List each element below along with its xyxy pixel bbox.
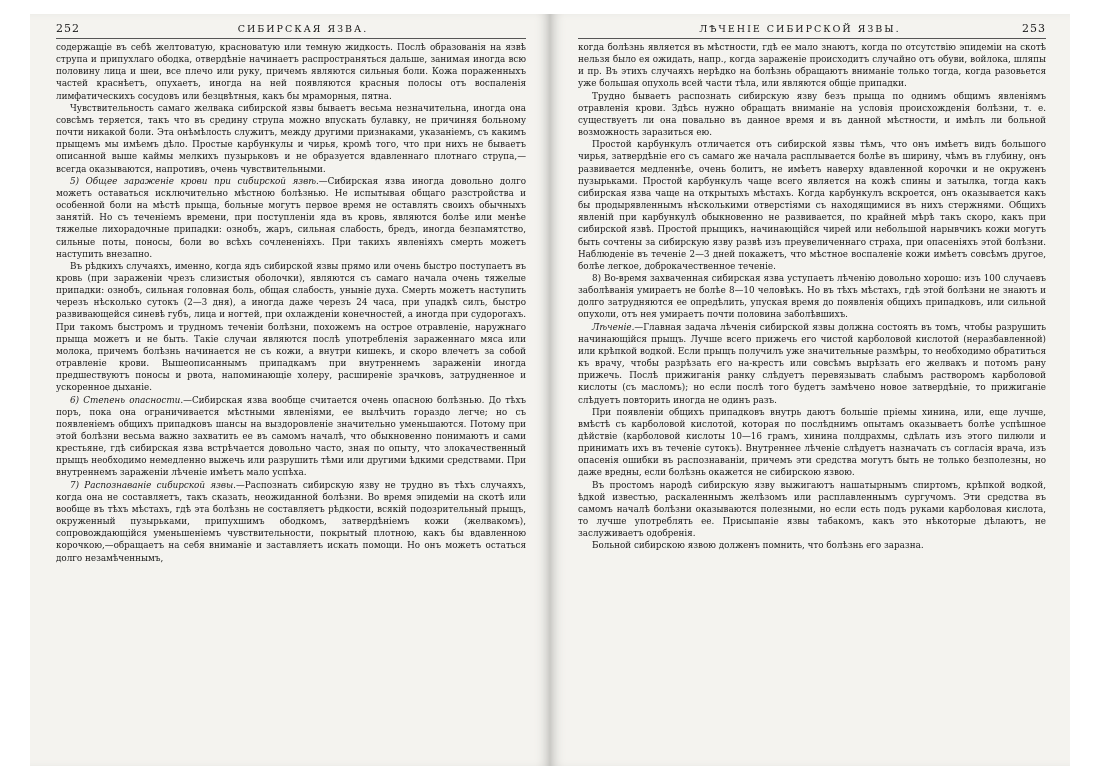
section-heading: 5) Общее зараженіе крови при сибирской язвѣ. — [70, 176, 319, 187]
paragraph — [56, 42, 526, 103]
paragraph — [578, 273, 1046, 322]
paragraph-text: когда болѣзнь является въ мѣстности, гдѣ ее мало знаютъ, когда по отсутствію эпидеміи на скотѣ нельзя было ея ожидать, напр., когда зараженіе происходитъ случайно отъ обуви, войлока, шляпы и пр. Въ этихъ случаяхъ нерѣдко на болѣзнь обращаютъ вниманіе только тогда, когда разовьется уже большая опухоль всей части тѣла, или являются общіе припадки. — [578, 43, 1046, 90]
paragraph — [578, 322, 1046, 407]
paragraph-text: —Сибирская язва иногда довольно долго можетъ оставаться исключительно мѣстною болѣзнью. Не испытывая общаго разстройства и особенной боли на мѣстѣ прыща, больные могутъ первое время не оставлять своихъ обычныхъ занятій. Но съ теченіемъ времени, при поступленіи яда въ кровь, являются болѣе или менѣе тяжелые лихорадочные припадки: ознобъ, жаръ, сильная слабость, бредъ, иногда безпамятство, сильные поты, поносы, боли во всѣхъ сочлененіяхъ. При такихъ явленіяхъ смерть можетъ наступить внезапно. — [56, 176, 526, 260]
paragraph — [578, 407, 1046, 480]
paragraph — [56, 261, 526, 395]
paragraph — [578, 42, 1046, 91]
page-number: 252 — [56, 22, 80, 35]
paragraph — [56, 480, 526, 565]
paragraph-text: 8) Во-время захваченная сибирская язва уступаетъ лѣченію довольно хорошо: изъ 100 случаевъ заболѣванія умираетъ не болѣе 8—10 человѣкъ. Но въ тѣхъ мѣстахъ, гдѣ этой болѣзни не знаютъ и долго затрудняются ее опредѣлить, упуская время до появленія общихъ припадковъ, или сильной опухоли, отъ нея умираетъ почти половина заболѣвшихъ. — [578, 273, 1046, 321]
running-title: СИБИРСКАЯ ЯЗВА. — [237, 24, 369, 35]
left-page — [30, 14, 550, 766]
right-page — [550, 14, 1070, 766]
running-title: ЛѢЧЕНІЕ СИБИРСКОЙ ЯЗВЫ. — [699, 24, 901, 35]
paragraph-text: Чувствительность самаго желвака сибирской язвы бываетъ весьма незначительна, иногда она совсѣмъ теряется, такъ что въ средину струпа можно впускать булавку, не причиняя больному почти никакой боли. Эта онѣмѣлость служитъ, между другими признаками, указаніемъ, съ какимъ прыщемъ мы имѣемъ дѣло. Простые карбункулы и чирья, кромѣ того, что при нихъ не бываетъ описанной выше каймы мелкихъ пузырьковъ и не образуется вдавленнаго плотнаго струпа,—всегда оказываются, напротивъ, очень чувствительными. — [56, 103, 526, 175]
book-spread — [30, 14, 1070, 766]
right-page-text — [578, 42, 1046, 553]
paragraph-text: —Сибирская язва вообще считается очень опасною болѣзнью. До тѣхъ поръ, пока она ограничивается мѣстными явленіями, ее вылѣчить гораздо легче; но съ появленіемъ общихъ припадковъ шансы на выздоровленіе значительно уменьшаются. Потому при этой болѣзни весьма важно захватить ее въ самомъ началѣ, что обыкновенно понимаютъ и сами крестьяне, гдѣ сибирская язва встрѣчается довольно часто, зная по опыту, что злокачественный прыщъ необходимо немедленно выжечь или разрушить тѣми или другими ѣдкими средствами. При внутреннемъ зараженіи лѣченіе имѣетъ мало успѣха. — [56, 395, 527, 479]
paragraph — [56, 103, 526, 176]
paragraph-text: —Распознать сибирскую язву не трудно въ тѣхъ случаяхъ, когда она не составляетъ, такъ сказать, неожиданной болѣзни. Во время эпидеміи на скотѣ или вообще въ тѣхъ мѣстахъ, гдѣ эта болѣзнь не составляетъ рѣдкости, всякій подозрительный прыщъ, окруженный пузырьками, припухшимъ ободкомъ, затвердѣніемъ кожи (желвакомъ), сопровождающійся уменьшеніемъ чувствительности, покрытый плотною, какъ бы вдавленною корочкою,—обращаетъ на себя вниманіе и заставляетъ искать помощи. Но онъ можетъ остаться долго незамѣченнымъ, — [56, 480, 526, 564]
page-number: 253 — [1022, 22, 1046, 35]
paragraph — [56, 176, 526, 261]
section-heading: 6) Степень опасности. — [70, 395, 184, 406]
paragraph-text: Простой карбункулъ отличается отъ сибирской язвы тѣмъ, что онъ имѣетъ видъ большого чирья, затвердѣніе его съ самаго же начала расплывается болѣе въ ширину, чѣмъ въ глубину, онъ развивается медленнѣе, очень болитъ, не имѣетъ наверху вдавленной корочки и не окруженъ пузырьками. Простой карбункулъ чаще всего является на кожѣ спины и затылка, тогда какъ сибирская язва чаще на открытыхъ мѣстахъ. Когда карбункулъ вскроется, онъ оказывается какъ бы продырявленнымъ нѣсколькими отверстіями съ находящимися въ нихъ стержнями. Общихъ явленій при карбункулѣ обыкновенно не развивается, по крайней мѣрѣ такъ скоро, какъ при сибирской язвѣ. Простой прыщикъ, начинающійся чирей или небольшой нарывчикъ кожи могутъ быть сочтены за сибирскую язву развѣ изъ преувеличеннаго страха, при опасеніяхъ этой болѣзни. Наблюденіе въ теченіе 2—3 дней покажетъ, что мѣстное воспаленіе кожи имѣетъ совсѣмъ другое, болѣе легкое, доброкачественное теченіе. — [578, 140, 1046, 272]
paragraph — [578, 540, 1046, 552]
paragraph-text: Больной сибирскою язвою долженъ помнить, что болѣзнь его заразна. — [592, 541, 924, 552]
paragraph-text: Въ простомъ народѣ сибирскую язву выжигаютъ нашатырнымъ спиртомъ, крѣпкой водкой, ѣдкой известью, раскаленнымъ желѣзомъ или расплавленнымъ сургучомъ. Эти средства въ самомъ началѣ болѣзни оказываются полезными, но если есть подъ руками карболовая кислота, то лучше употреблять ее. Присыпаніе язвы табакомъ, какъ это нѣкоторые дѣлаютъ, не заслуживаетъ одобренія. — [578, 480, 1046, 540]
paragraph-text: Въ рѣдкихъ случаяхъ, именно, когда ядъ сибирской язвы прямо или очень быстро поступаетъ въ кровь (при зараженіи чрезъ слизистыя оболочки), являются съ самаго начала очень тяжелые припадки: ознобъ, сильная головная боль, общая слабость, уныніе духа. Смерть можетъ наступить черезъ нѣсколько сутокъ (2—3 дня), а иногда даже черезъ 24 часа, при упадкѣ силъ, быстро развивающейся синевѣ губъ, лица и ногтей, при охлажденіи конечностей, а иногда при судорогахъ. При такомъ быстромъ и трудномъ теченіи болѣзни, похожемъ на острое отравленіе, наружнаго прыща можетъ и не быть. Такіе случаи являются послѣ употребленія зараженнаго мяса или молока, причемъ болѣзнь начинается не съ кожи, а внутри кишекъ, и скоро влечетъ за собой отравленіе крови. Вышеописаннымъ припадкамъ при внутреннемъ зараженіи иногда предшествуютъ поносы и рвота, напоминающіе холеру, расширеніе зрачковъ, затрудненное и ускоренное дыханіе. — [56, 261, 526, 394]
paragraph-text: При появленіи общихъ припадковъ внутрь даютъ большіе пріемы хинина, или, еще лучше, вмѣстѣ съ карболовой кислотой, которая по послѣднимъ опытамъ оказываетъ болѣе успѣшное дѣйствіе (карболовой кислоты 10—16 грамъ, хинина полдрахмы, сдѣлать изъ этого пилюли и принимать ихъ въ теченіе сутокъ). Внутреннее лѣченіе слѣдуетъ назначать съ согласія врача, изъ опасенія ошибки въ распознаваніи, причемъ эти средства могутъ быть не только безполезны, но даже вредны, если болѣзнь окажется не сибирскою язвою. — [578, 407, 1046, 479]
right-running-head — [578, 22, 1046, 39]
left-running-head — [56, 22, 526, 39]
paragraph — [578, 91, 1046, 140]
paragraph — [578, 480, 1046, 541]
paragraph — [56, 395, 526, 480]
paragraph-text: содержащіе въ себѣ желтоватую, красноватую или темную жидкость. Послѣ образованія на язвѣ струпа и припухлаго ободка, отвердѣніе начинаетъ распространяться дальше, занимая иногда всю половину лица и шеи, все плечо или руку, причемъ являются сильныя боли. Кожа пораженныхъ частей краснѣетъ, опухаетъ, иногда на ней появляются красныя полосы отъ воспаленія лимфатическихъ сосудовъ или безцвѣтныя, какъ бы мраморныя, пятна. — [56, 43, 526, 102]
paragraph — [578, 139, 1046, 273]
section-heading: 7) Распознаваніе сибирской язвы. — [70, 480, 236, 491]
left-page-text — [56, 42, 526, 565]
paragraph-text: —Главная задача лѣченія сибирской язвы должна состоять въ томъ, чтобы разрушить начинающійся прыщъ. Лучше всего прижечь его чистой карболовой кислотой (неразбавленной) или крѣпкой водкой. Если прыщъ получилъ уже значительные размѣры, то необходимо обратиться къ врачу, чтобы разрѣзать его на-крестъ или совсѣмъ вырѣзать его желвакъ и потомъ рану прижечь. Послѣ прижиганія ранку слѣдуетъ перевязывать слабымъ растворомъ карболовой кислоты (съ масломъ); но если послѣ того будетъ замѣчено новое затвердѣніе, то прижиганіе слѣдуетъ повторить иногда не одинъ разъ. — [578, 322, 1046, 406]
paragraph-text: Трудно бываетъ распознать сибирскую язву безъ прыща по однимъ общимъ явленіямъ отравленія крови. Здѣсь нужно обращать вниманіе на условія происхожденія болѣзни, т. е. существуетъ ли она повально въ данное время и въ данной мѣстности, и имѣлъ ли больной возможность заразиться ею. — [578, 91, 1046, 139]
section-heading: Лѣченіе. — [592, 322, 635, 333]
